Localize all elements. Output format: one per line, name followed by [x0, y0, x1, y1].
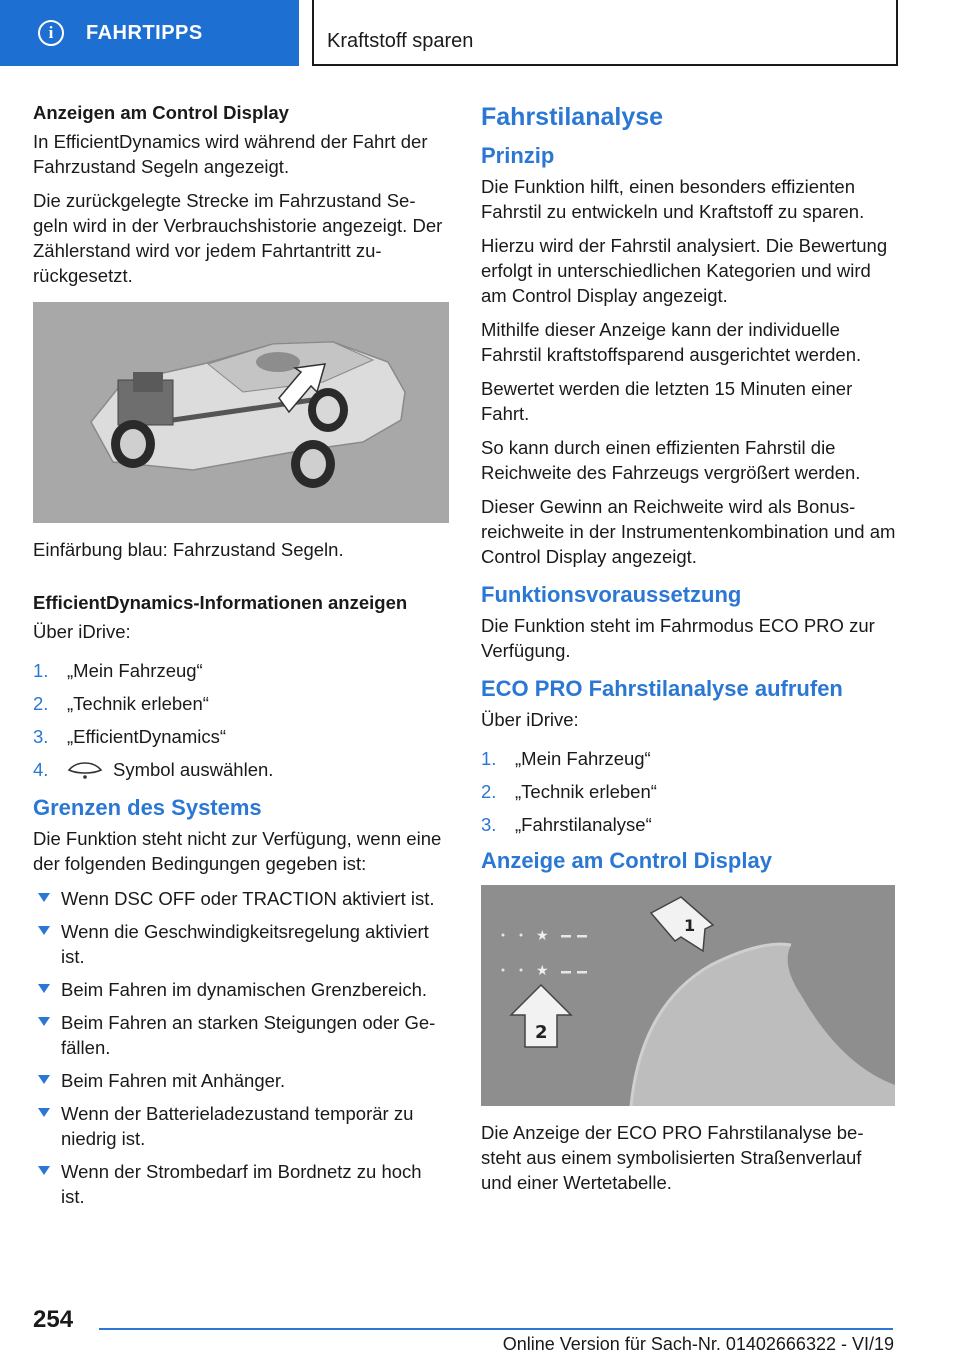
- list-item: 1. „Mein Fahrzeug“: [481, 748, 651, 769]
- list-item: 3. „Fahrstilanalyse“: [481, 814, 652, 835]
- section-title: FAHRTIPPS: [86, 21, 203, 44]
- list-item: 2. „Technik erleben“: [33, 693, 209, 714]
- heading-grenzen: Grenzen des Systems: [33, 795, 262, 820]
- paragraph: So kann durch einen effizienten Fahrstil die Reichweite des Fahrzeugs vergrößert werden.: [481, 437, 861, 483]
- heading-info: EfficientDynamics-Informationen anzeigen: [33, 592, 408, 613]
- paragraph: Die Funktion steht im Fahrmodus ECO PRO zur Verfügung.: [481, 615, 875, 661]
- list-item: Wenn die Geschwindigkeitsregelung aktiviert ist.: [61, 921, 429, 967]
- paragraph: Die Funktion hilft, einen besonders effizienten Fahrstil zu entwickeln und Kraftstoff zu sparen.: [481, 176, 865, 222]
- list-item: Beim Fahren im dynamischen Grenzbereich.: [61, 979, 428, 1000]
- list-item: Beim Fahren an starken Steigungen oder Ge-fällen.: [61, 1012, 436, 1058]
- steps-list: [33, 658, 449, 782]
- info-icon: i: [38, 20, 64, 46]
- page-number: 254: [33, 1306, 74, 1333]
- conditions-list: [33, 886, 449, 1209]
- svg-text:1: 1: [684, 916, 696, 935]
- right-column: [481, 100, 897, 1204]
- list-item: Beim Fahren mit Anhänger.: [61, 1070, 286, 1091]
- steps-list: [481, 746, 897, 837]
- list-item: 2. „Technik erleben“: [481, 781, 657, 802]
- heading-control-display: Anzeigen am Control Display: [33, 102, 289, 123]
- list-item: Wenn der Strombedarf im Bordnetz zu hoch ist.: [61, 1161, 422, 1207]
- svg-text:2: 2: [535, 1022, 548, 1043]
- figure-caption: Einfärbung blau: Fahrzustand Segeln.: [33, 539, 344, 560]
- heading-prinzip: Prinzip: [481, 143, 555, 168]
- chapter-header: [312, 0, 898, 66]
- idrive-label: Über iDrive:: [33, 621, 131, 642]
- list-item: 1. „Mein Fahrzeug“: [33, 660, 203, 681]
- chapter-title: Kraftstoff sparen: [327, 30, 474, 52]
- car-illustration: [33, 302, 449, 523]
- online-version-text: Online Version für Sach-Nr. 01402666322 - VI/19: [502, 1334, 894, 1354]
- list-item: Wenn DSC OFF oder TRACTION aktiviert ist.: [61, 888, 435, 909]
- heading-voraussetzung: Funktionsvoraussetzung: [481, 582, 742, 607]
- display-illustration: [481, 885, 895, 1106]
- heading-anzeige: Anzeige am Control Display: [481, 848, 772, 873]
- heading-eco-pro: ECO PRO Fahrstilanalyse aufrufen: [481, 676, 843, 701]
- heading-fahrstil: Fahrstilanalyse: [481, 103, 664, 131]
- car-symbol-icon: [67, 759, 103, 779]
- footer-divider: [99, 1328, 893, 1330]
- paragraph: Mithilfe dieser Anzeige kann der individuelle Fahrstil kraftstoffsparend ausgerichtet werden.: [481, 319, 862, 365]
- idrive-label: Über iDrive:: [481, 709, 579, 730]
- paragraph: Die zurückgelegte Strecke im Fahrzustand Se-geln wird in der Verbrauchshistorie angezeigt. Der Zählerstand wird vor jedem Fahrtantritt zu-rückgesetzt.: [33, 190, 443, 286]
- list-item: Wenn der Batterieladezustand temporär zu niedrig ist.: [61, 1103, 414, 1149]
- paragraph: Hierzu wird der Fahrstil analysiert. Die Bewertung erfolgt in unterschiedlichen Kategorien und wird am Control Display angezeigt.: [481, 235, 888, 306]
- paragraph: In EfficientDynamics wird während der Fahrt der Fahrzustand Segeln angezeigt.: [33, 131, 428, 177]
- paragraph: Die Anzeige der ECO PRO Fahrstilanalyse be-steht aus einem symbolisierten Straßenverlauf und einer Wertetabelle.: [481, 1122, 864, 1193]
- left-column: [33, 100, 449, 1217]
- section-tab[interactable]: [0, 0, 299, 66]
- list-item: 4. Symbol auswählen.: [33, 759, 274, 780]
- car-illustration-svg: [33, 302, 449, 523]
- paragraph: Bewertet werden die letzten 15 Minuten einer Fahrt.: [481, 378, 853, 424]
- list-item: 3. „EfficientDynamics“: [33, 726, 227, 747]
- svg-text:★: ★: [536, 963, 549, 979]
- display-illustration-svg: [481, 885, 895, 1106]
- paragraph: Die Funktion steht nicht zur Verfügung, wenn eine der folgenden Bedingungen gegeben ist:: [33, 828, 442, 874]
- paragraph: Dieser Gewinn an Reichweite wird als Bonus-reichweite in der Instrumentenkombination und am Control Display angezeigt.: [481, 496, 896, 567]
- svg-text:★: ★: [536, 928, 549, 944]
